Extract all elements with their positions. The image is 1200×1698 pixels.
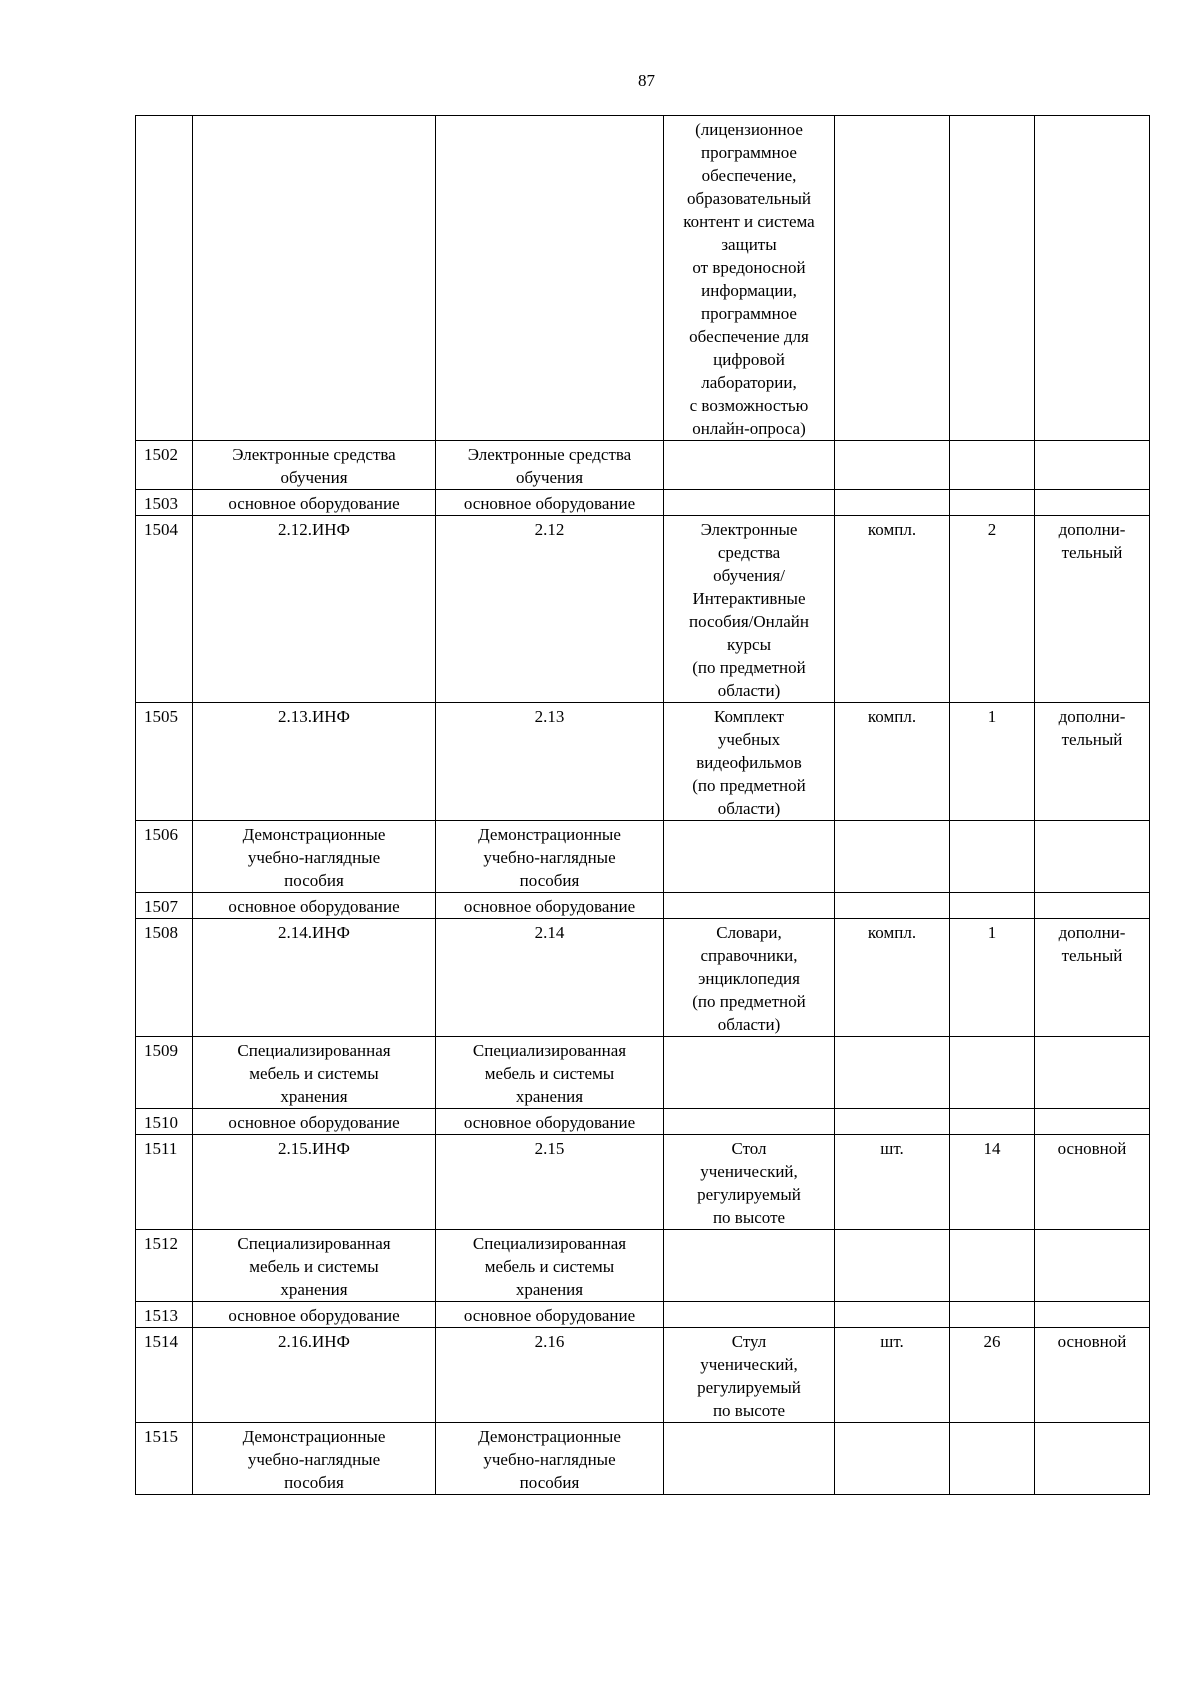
table-row (136, 516, 1150, 703)
quantity-cell (950, 116, 1035, 441)
item-code-cell (436, 1423, 664, 1495)
item-description-cell (664, 1037, 835, 1109)
item-name-cell (193, 490, 436, 516)
row-number-cell-text: 1502 (144, 445, 178, 464)
unit-cell-text: компл. (867, 520, 917, 539)
item-description-cell (664, 703, 835, 821)
row-number-cell-text: 1510 (144, 1113, 178, 1132)
item-code-cell (436, 821, 664, 893)
row-number-cell (136, 1328, 193, 1423)
item-code-cell (436, 441, 664, 490)
row-number-cell-text: 1508 (144, 923, 178, 942)
item-name-cell (193, 1302, 436, 1328)
item-code-cell-text: Демонстрационные учебно-наглядные пособия (478, 1427, 621, 1492)
item-name-cell-text: основное оборудование (228, 897, 400, 916)
unit-cell (835, 1423, 950, 1495)
unit-cell (835, 1037, 950, 1109)
quantity-cell (950, 490, 1035, 516)
table-body (136, 116, 1150, 1495)
unit-cell (835, 1328, 950, 1423)
item-description-cell-text: Словари, справочники, энциклопедия (по предметной области) (692, 923, 806, 1034)
item-code-cell-text: Демонстрационные учебно-наглядные пособия (478, 825, 621, 890)
item-description-cell-text: Электронные средства обучения/ Интерактивные пособия/Онлайн курсы (по предметной области) (689, 520, 809, 700)
equipment-type-cell (1035, 1135, 1150, 1230)
item-name-cell (193, 116, 436, 441)
item-name-cell (193, 893, 436, 919)
item-description-cell (664, 893, 835, 919)
quantity-cell-text: 1 (987, 707, 997, 726)
quantity-cell (950, 1423, 1035, 1495)
equipment-type-cell (1035, 1109, 1150, 1135)
item-description-cell (664, 1423, 835, 1495)
item-description-cell (664, 441, 835, 490)
unit-cell-text: компл. (867, 707, 917, 726)
item-name-cell-text: Специализированная мебель и системы хранения (237, 1234, 391, 1299)
equipment-type-cell (1035, 1302, 1150, 1328)
equipment-type-cell (1035, 1037, 1150, 1109)
equipment-type-cell-text: основной (1057, 1332, 1127, 1351)
row-number-cell-text: 1514 (144, 1332, 178, 1351)
item-code-cell (436, 1135, 664, 1230)
quantity-cell-text: 14 (983, 1139, 1001, 1158)
quantity-cell (950, 1109, 1035, 1135)
item-name-cell (193, 1230, 436, 1302)
table-row (136, 919, 1150, 1037)
row-number-cell (136, 1135, 193, 1230)
table-row (136, 1230, 1150, 1302)
table-row (136, 821, 1150, 893)
item-code-cell-text: основное оборудование (463, 1113, 636, 1132)
item-code-cell (436, 1037, 664, 1109)
equipment-type-cell (1035, 1328, 1150, 1423)
equipment-type-cell-text: дополни- тельный (1058, 923, 1126, 965)
item-code-cell (436, 116, 664, 441)
item-name-cell (193, 821, 436, 893)
table-row (136, 116, 1150, 441)
row-number-cell (136, 116, 193, 441)
item-description-cell (664, 516, 835, 703)
unit-cell-text: компл. (867, 923, 917, 942)
row-number-cell-text: 1515 (144, 1427, 178, 1446)
item-name-cell-text: Специализированная мебель и системы хранения (237, 1041, 391, 1106)
quantity-cell (950, 1328, 1035, 1423)
row-number-cell (136, 893, 193, 919)
quantity-cell (950, 919, 1035, 1037)
row-number-cell (136, 516, 193, 703)
equipment-type-cell (1035, 919, 1150, 1037)
item-code-cell-text: основное оборудование (463, 897, 636, 916)
equipment-type-cell-text: основной (1057, 1139, 1127, 1158)
equipment-type-cell (1035, 893, 1150, 919)
row-number-cell-text: 1509 (144, 1041, 178, 1060)
row-number-cell (136, 441, 193, 490)
table-row (136, 703, 1150, 821)
row-number-cell-text: 1511 (144, 1139, 178, 1158)
unit-cell (835, 1230, 950, 1302)
equipment-type-cell (1035, 703, 1150, 821)
table-row (136, 1135, 1150, 1230)
item-name-cell (193, 516, 436, 703)
row-number-cell-text: 1504 (144, 520, 178, 539)
row-number-cell (136, 1109, 193, 1135)
row-number-cell-text: 1503 (144, 494, 178, 513)
table-row (136, 1302, 1150, 1328)
quantity-cell (950, 703, 1035, 821)
equipment-type-cell-text: дополни- тельный (1058, 707, 1126, 749)
unit-cell (835, 1135, 950, 1230)
quantity-cell (950, 893, 1035, 919)
unit-cell (835, 490, 950, 516)
item-name-cell (193, 1135, 436, 1230)
item-code-cell (436, 1302, 664, 1328)
quantity-cell (950, 441, 1035, 490)
item-code-cell-text: Специализированная мебель и системы хранения (472, 1041, 627, 1106)
item-code-cell-text: 2.13 (534, 707, 565, 726)
table-row (136, 1109, 1150, 1135)
table-row (136, 490, 1150, 516)
quantity-cell (950, 1037, 1035, 1109)
item-name-cell-text: 2.15.ИНФ (278, 1139, 350, 1158)
item-code-cell (436, 893, 664, 919)
equipment-type-cell (1035, 116, 1150, 441)
item-description-cell (664, 821, 835, 893)
row-number-cell-text: 1512 (144, 1234, 178, 1253)
item-description-cell-text: Стол ученический, регулируемый по высоте (697, 1139, 801, 1227)
row-number-cell (136, 1037, 193, 1109)
equipment-type-cell (1035, 1230, 1150, 1302)
equipment-type-cell (1035, 516, 1150, 703)
item-code-cell (436, 703, 664, 821)
unit-cell (835, 1109, 950, 1135)
quantity-cell (950, 1302, 1035, 1328)
item-name-cell (193, 441, 436, 490)
item-code-cell-text: Электронные средства обучения (467, 445, 632, 487)
item-code-cell-text: основное оборудование (463, 1306, 636, 1325)
item-description-cell-text: Стул ученический, регулируемый по высоте (697, 1332, 801, 1420)
item-code-cell-text: 2.14 (534, 923, 565, 942)
item-name-cell (193, 1328, 436, 1423)
item-name-cell-text: Демонстрационные учебно-наглядные пособия (242, 825, 386, 890)
row-number-cell-text: 1505 (144, 707, 178, 726)
unit-cell-text: шт. (880, 1139, 904, 1158)
table-row (136, 1037, 1150, 1109)
item-code-cell-text: 2.16 (534, 1332, 565, 1351)
quantity-cell (950, 1230, 1035, 1302)
row-number-cell (136, 821, 193, 893)
item-name-cell-text: 2.16.ИНФ (278, 1332, 350, 1351)
quantity-cell (950, 821, 1035, 893)
row-number-cell (136, 1423, 193, 1495)
item-code-cell (436, 516, 664, 703)
row-number-cell-text: 1506 (144, 825, 178, 844)
item-description-cell (664, 1302, 835, 1328)
unit-cell (835, 441, 950, 490)
item-name-cell (193, 919, 436, 1037)
unit-cell (835, 703, 950, 821)
item-description-cell (664, 490, 835, 516)
equipment-table (135, 115, 1150, 1495)
quantity-cell-text: 26 (983, 1332, 1001, 1351)
item-description-cell (664, 919, 835, 1037)
item-name-cell (193, 1037, 436, 1109)
quantity-cell (950, 516, 1035, 703)
unit-cell (835, 1302, 950, 1328)
table-row (136, 441, 1150, 490)
equipment-type-cell (1035, 821, 1150, 893)
row-number-cell (136, 919, 193, 1037)
quantity-cell-text: 1 (987, 923, 997, 942)
item-code-cell (436, 1109, 664, 1135)
item-name-cell (193, 1423, 436, 1495)
item-code-cell (436, 1230, 664, 1302)
quantity-cell-text: 2 (987, 520, 997, 539)
item-name-cell (193, 1109, 436, 1135)
item-name-cell-text: основное оборудование (228, 1113, 400, 1132)
item-name-cell-text: основное оборудование (228, 1306, 400, 1325)
item-name-cell-text: 2.13.ИНФ (278, 707, 350, 726)
item-code-cell (436, 490, 664, 516)
unit-cell (835, 821, 950, 893)
unit-cell (835, 516, 950, 703)
table-row (136, 1328, 1150, 1423)
unit-cell (835, 893, 950, 919)
item-description-cell-text: (лицензионное программное обеспечение, образовательный контент и система защиты от вредоносной информации, программное обеспечение для цифровой лаборатории, с возможностью онлайн-опроса) (683, 120, 815, 438)
unit-cell (835, 919, 950, 1037)
item-description-cell (664, 1230, 835, 1302)
row-number-cell (136, 1230, 193, 1302)
item-description-cell (664, 116, 835, 441)
item-name-cell-text: Демонстрационные учебно-наглядные пособия (242, 1427, 386, 1492)
equipment-type-cell (1035, 1423, 1150, 1495)
row-number-cell-text: 1507 (144, 897, 178, 916)
item-code-cell-text: 2.12 (534, 520, 565, 539)
table-row (136, 893, 1150, 919)
item-name-cell-text: основное оборудование (228, 494, 400, 513)
row-number-cell (136, 1302, 193, 1328)
quantity-cell (950, 1135, 1035, 1230)
item-description-cell-text: Комплект учебных видеофильмов (по предметной области) (692, 707, 806, 818)
equipment-type-cell-text: дополни- тельный (1058, 520, 1126, 562)
item-name-cell (193, 703, 436, 821)
equipment-type-cell (1035, 490, 1150, 516)
equipment-type-cell (1035, 441, 1150, 490)
table-row (136, 1423, 1150, 1495)
item-name-cell-text: 2.12.ИНФ (278, 520, 350, 539)
item-name-cell-text: 2.14.ИНФ (278, 923, 350, 942)
unit-cell-text: шт. (880, 1332, 904, 1351)
row-number-cell-text: 1513 (144, 1306, 178, 1325)
row-number-cell (136, 490, 193, 516)
item-code-cell-text: Специализированная мебель и системы хранения (472, 1234, 627, 1299)
item-code-cell (436, 1328, 664, 1423)
row-number-cell (136, 703, 193, 821)
item-description-cell (664, 1135, 835, 1230)
unit-cell (835, 116, 950, 441)
item-description-cell (664, 1109, 835, 1135)
page-number: 87 (638, 71, 655, 90)
item-code-cell (436, 919, 664, 1037)
item-code-cell-text: 2.15 (534, 1139, 565, 1158)
item-name-cell-text: Электронные средства обучения (232, 445, 396, 487)
item-description-cell (664, 1328, 835, 1423)
item-code-cell-text: основное оборудование (463, 494, 636, 513)
